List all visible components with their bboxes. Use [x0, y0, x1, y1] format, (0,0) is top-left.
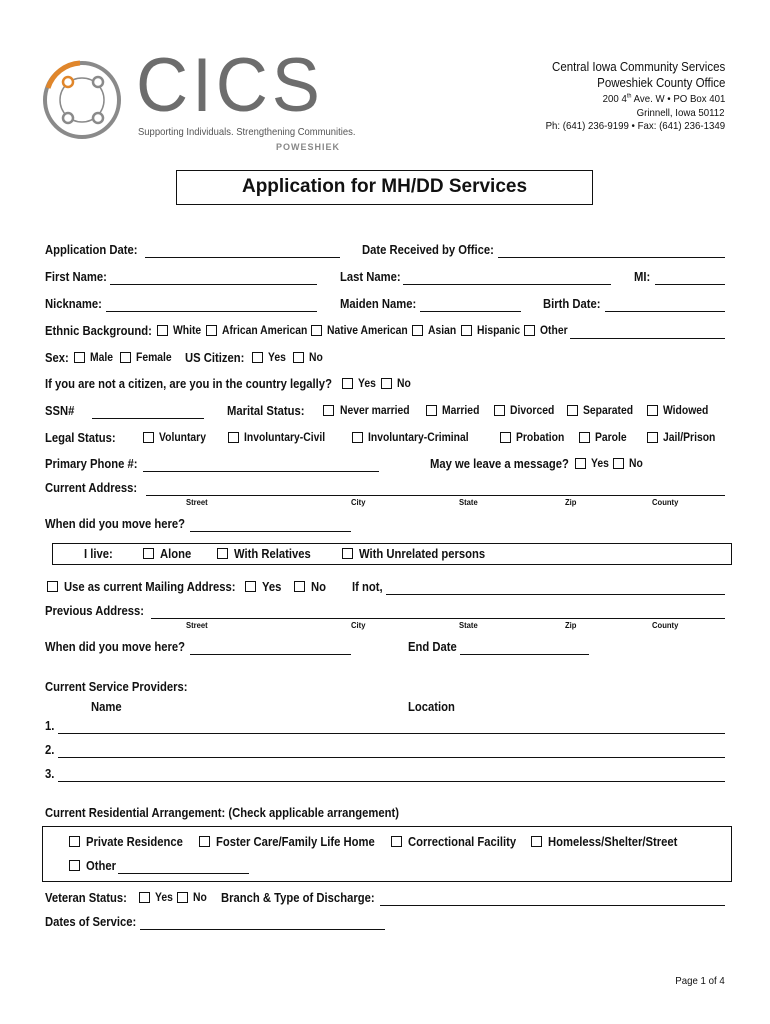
- provider-row-3-label: 3.: [45, 767, 55, 781]
- maiden-name-label: Maiden Name:: [340, 297, 417, 311]
- nickname-label: Nickname:: [45, 297, 102, 311]
- logo-tagline: Supporting Individuals. Strengthening Communities.: [138, 126, 356, 138]
- prev-state-caption: State: [459, 620, 478, 630]
- legal-yes-label: Yes: [358, 378, 376, 390]
- provider-name-header: Name: [91, 700, 122, 714]
- previous-address-field[interactable]: [151, 606, 725, 619]
- branch-field[interactable]: [380, 893, 725, 906]
- mailing-no-checkbox[interactable]: [294, 581, 305, 592]
- ethnic-asian-label: Asian: [428, 325, 457, 337]
- res-other-label: Other: [86, 859, 117, 873]
- dates-service-label: Dates of Service:: [45, 915, 137, 929]
- branch-label: Branch & Type of Discharge:: [221, 891, 375, 905]
- res-private-checkbox[interactable]: [69, 836, 80, 847]
- moved-here-2-field[interactable]: [190, 642, 351, 655]
- ethnic-white-label: White: [173, 325, 202, 337]
- ethnic-hispanic-label: Hispanic: [477, 325, 521, 337]
- application-date-field[interactable]: [145, 245, 340, 258]
- marital-divorced-label: Divorced: [510, 405, 555, 417]
- ethnic-native-american-checkbox[interactable]: [311, 325, 322, 336]
- veteran-no-label: No: [193, 892, 207, 904]
- org-address: 200 4th Ave. W • PO Box 401: [602, 93, 725, 105]
- first-name-field[interactable]: [110, 272, 317, 285]
- first-name-label: First Name:: [45, 270, 107, 284]
- legal-parole-checkbox[interactable]: [579, 432, 590, 443]
- sex-female-checkbox[interactable]: [120, 352, 131, 363]
- application-date-label: Application Date:: [45, 243, 138, 257]
- sex-male-checkbox[interactable]: [74, 352, 85, 363]
- maiden-name-field[interactable]: [420, 299, 521, 312]
- legal-voluntary-label: Voluntary: [159, 432, 206, 444]
- marital-divorced-checkbox[interactable]: [494, 405, 505, 416]
- address-county-caption: County: [652, 497, 679, 507]
- live-alone-checkbox[interactable]: [143, 548, 154, 559]
- veteran-yes-checkbox[interactable]: [139, 892, 150, 903]
- mailing-no-label: No: [311, 580, 327, 594]
- legal-voluntary-checkbox[interactable]: [143, 432, 154, 443]
- res-correctional-checkbox[interactable]: [391, 836, 402, 847]
- us-citizen-label: US Citizen:: [185, 351, 245, 365]
- sex-label: Sex:: [45, 351, 69, 365]
- logo-county: POWESHIEK: [276, 142, 341, 152]
- provider-row-2-label: 2.: [45, 743, 55, 757]
- mailing-label: Use as current Mailing Address:: [64, 580, 236, 594]
- cics-logo-mark: [40, 58, 124, 142]
- res-foster-label: Foster Care/Family Life Home: [216, 835, 375, 849]
- res-other-checkbox[interactable]: [69, 860, 80, 871]
- legal-status-label: Legal Status:: [45, 431, 116, 445]
- current-address-label: Current Address:: [45, 481, 138, 495]
- legal-involuntary-criminal-label: Involuntary-Criminal: [368, 432, 469, 444]
- res-other-field[interactable]: [118, 861, 249, 874]
- legal-no-checkbox[interactable]: [381, 378, 392, 389]
- ethnic-african-american-label: African American: [222, 325, 308, 337]
- nickname-field[interactable]: [106, 299, 317, 312]
- birth-date-label: Birth Date:: [543, 297, 601, 311]
- provider-row-2-field[interactable]: [58, 745, 725, 758]
- mailing-checkbox[interactable]: [47, 581, 58, 592]
- birth-date-field[interactable]: [605, 299, 725, 312]
- address-street-caption: Street: [186, 497, 208, 507]
- date-received-label: Date Received by Office:: [362, 243, 494, 257]
- res-correctional-label: Correctional Facility: [408, 835, 517, 849]
- phone-field[interactable]: [143, 459, 379, 472]
- providers-label: Current Service Providers:: [45, 680, 188, 694]
- mi-field[interactable]: [655, 272, 725, 285]
- veteran-label: Veteran Status:: [45, 891, 127, 905]
- res-private-label: Private Residence: [86, 835, 183, 849]
- citizen-question: If you are not a citizen, are you in the country legally?: [45, 377, 332, 391]
- legal-involuntary-civil-label: Involuntary-Civil: [244, 432, 326, 444]
- prev-street-caption: Street: [186, 620, 208, 630]
- date-received-field[interactable]: [498, 245, 725, 258]
- address-state-caption: State: [459, 497, 478, 507]
- legal-probation-checkbox[interactable]: [500, 432, 511, 443]
- logo-wordmark: CICS: [136, 43, 324, 128]
- mailing-address-field[interactable]: [386, 582, 725, 595]
- legal-probation-label: Probation: [516, 432, 565, 444]
- marital-label: Marital Status:: [227, 404, 305, 418]
- mi-label: MI:: [634, 270, 651, 284]
- live-unrelated-checkbox[interactable]: [342, 548, 353, 559]
- marital-separated-checkbox[interactable]: [567, 405, 578, 416]
- live-relatives-checkbox[interactable]: [217, 548, 228, 559]
- citizen-yes-label: Yes: [268, 352, 286, 364]
- ethnic-native-american-label: Native American: [327, 325, 408, 337]
- ethnic-other-label: Other: [540, 325, 568, 337]
- legal-jail-label: Jail/Prison: [663, 432, 716, 444]
- i-live-label: I live:: [84, 547, 113, 561]
- marital-widowed-label: Widowed: [663, 405, 709, 417]
- marital-married-label: Married: [442, 405, 480, 417]
- live-unrelated-label: With Unrelated persons: [359, 547, 486, 561]
- ethnic-label: Ethnic Background:: [45, 324, 152, 338]
- address-city-caption: City: [351, 497, 366, 507]
- prev-city-caption: City: [351, 620, 366, 630]
- org-name: Central Iowa Community Services: [551, 60, 725, 74]
- message-yes-checkbox[interactable]: [575, 458, 586, 469]
- residential-label: Current Residential Arrangement: (Check applicable arrangement): [45, 806, 400, 820]
- ethnic-white-checkbox[interactable]: [157, 325, 168, 336]
- marital-separated-label: Separated: [583, 405, 634, 417]
- ssn-label: SSN#: [45, 404, 75, 418]
- mailing-yes-label: Yes: [262, 580, 282, 594]
- last-name-field[interactable]: [403, 272, 611, 285]
- marital-never-checkbox[interactable]: [323, 405, 334, 416]
- legal-involuntary-civil-checkbox[interactable]: [228, 432, 239, 443]
- message-no-checkbox[interactable]: [613, 458, 624, 469]
- ethnic-hispanic-checkbox[interactable]: [461, 325, 472, 336]
- res-homeless-label: Homeless/Shelter/Street: [548, 835, 678, 849]
- citizen-yes-checkbox[interactable]: [252, 352, 263, 363]
- marital-never-label: Never married: [340, 405, 410, 417]
- end-date-field[interactable]: [460, 642, 589, 655]
- provider-row-1-field[interactable]: [58, 721, 725, 734]
- citizen-no-label: No: [309, 352, 323, 364]
- ethnic-other-checkbox[interactable]: [524, 325, 535, 336]
- message-yes-label: Yes: [591, 458, 609, 470]
- phone-label: Primary Phone #:: [45, 457, 138, 471]
- page-title: Application for MH/DD Services: [241, 176, 528, 197]
- dates-service-field[interactable]: [140, 917, 385, 930]
- if-not-label: If not,: [352, 580, 383, 594]
- provider-location-header: Location: [408, 700, 455, 714]
- last-name-label: Last Name:: [340, 270, 401, 284]
- mailing-yes-checkbox[interactable]: [245, 581, 256, 592]
- org-city: Grinnell, Iowa 50112: [637, 107, 725, 119]
- page-number: Page 1 of 4: [675, 975, 725, 987]
- marital-widowed-checkbox[interactable]: [647, 405, 658, 416]
- provider-row-3-field[interactable]: [58, 769, 725, 782]
- moved-here-2-label: When did you move here?: [45, 640, 186, 654]
- legal-involuntary-criminal-checkbox[interactable]: [352, 432, 363, 443]
- sex-female-label: Female: [136, 352, 172, 364]
- moved-here-field[interactable]: [190, 519, 351, 532]
- veteran-yes-label: Yes: [155, 892, 173, 904]
- veteran-no-checkbox[interactable]: [177, 892, 188, 903]
- org-phone: Ph: (641) 236-9199 • Fax: (641) 236-1349: [545, 120, 725, 132]
- legal-no-label: No: [397, 378, 411, 390]
- legal-yes-checkbox[interactable]: [342, 378, 353, 389]
- citizen-no-checkbox[interactable]: [293, 352, 304, 363]
- sex-male-label: Male: [90, 352, 114, 364]
- legal-parole-label: Parole: [595, 432, 627, 444]
- moved-here-label: When did you move here?: [45, 517, 186, 531]
- live-relatives-label: With Relatives: [234, 547, 311, 561]
- res-foster-checkbox[interactable]: [199, 836, 210, 847]
- prev-zip-caption: Zip: [565, 620, 577, 630]
- ethnic-asian-checkbox[interactable]: [412, 325, 423, 336]
- ethnic-african-american-checkbox[interactable]: [206, 325, 217, 336]
- address-zip-caption: Zip: [565, 497, 577, 507]
- prev-county-caption: County: [652, 620, 679, 630]
- org-office: Poweshiek County Office: [596, 76, 725, 90]
- ssn-field[interactable]: [92, 406, 204, 419]
- ethnic-other-field[interactable]: [570, 326, 725, 339]
- marital-married-checkbox[interactable]: [426, 405, 437, 416]
- legal-jail-checkbox[interactable]: [647, 432, 658, 443]
- previous-address-label: Previous Address:: [45, 604, 144, 618]
- live-alone-label: Alone: [160, 547, 192, 561]
- res-homeless-checkbox[interactable]: [531, 836, 542, 847]
- current-address-field[interactable]: [146, 483, 725, 496]
- message-no-label: No: [629, 458, 643, 470]
- message-question: May we leave a message?: [430, 457, 569, 471]
- end-date-label: End Date: [408, 640, 457, 654]
- provider-row-1-label: 1.: [45, 719, 55, 733]
